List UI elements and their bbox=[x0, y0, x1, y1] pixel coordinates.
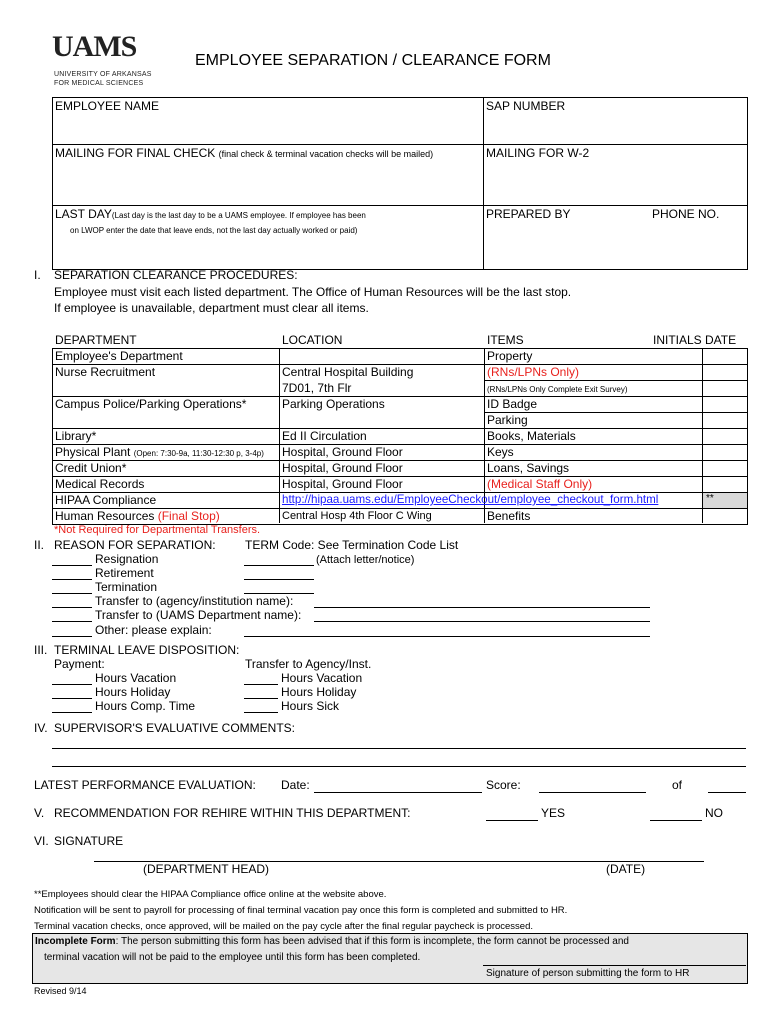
last-day-note: on LWOP enter the date that leave ends, not the last day actually worked or paid) bbox=[70, 226, 358, 235]
table-row-item: Parking bbox=[487, 413, 528, 427]
table-row-item: (RNs/LPNs Only) bbox=[487, 365, 580, 379]
option-retirement: Retirement bbox=[95, 566, 154, 580]
table-row-dept: Campus Police/Parking Operations* bbox=[55, 397, 247, 411]
table-row-loc: Parking Operations bbox=[282, 397, 385, 411]
table-row-item: (Medical Staff Only) bbox=[487, 477, 593, 491]
transfer-agency-label: Transfer to Agency/Inst. bbox=[245, 657, 372, 671]
table-row-loc: Hospital, Ground Floor bbox=[282, 461, 403, 475]
rehire-no-label: NO bbox=[705, 806, 723, 820]
table-row-dept: Nurse Recruitment bbox=[55, 365, 156, 379]
table-row-dept: Human Resources (Final Stop) bbox=[55, 509, 220, 523]
hipaa-checkout-link[interactable]: http://hipaa.uams.edu/EmployeeCheckout/employee_checkout_form.html bbox=[282, 493, 659, 506]
table-row-item: Loans, Savings bbox=[487, 461, 570, 475]
note-hipaa: **Employees should clear the HIPAA Compliance office online at the website above. bbox=[34, 889, 387, 900]
phone-no-label: PHONE NO. bbox=[652, 207, 720, 221]
signature-date-label: (DATE) bbox=[606, 862, 646, 876]
table-row-item: (RNs/LPNs Only Complete Exit Survey) bbox=[487, 385, 628, 394]
table-row-dept: Medical Records bbox=[55, 477, 145, 491]
section1-line1: Employee must visit each listed department. The Office of Human Resources will be the last stop. bbox=[54, 285, 572, 299]
evaluation-of-field[interactable] bbox=[708, 792, 746, 793]
table-row-dept: Library* bbox=[55, 429, 97, 443]
term-code-note: TERM Code: See Termination Code List bbox=[245, 538, 459, 552]
table-row-loc: Central Hospital Building bbox=[282, 365, 414, 379]
option-termination: Termination bbox=[95, 580, 158, 594]
incomplete-form-text: Incomplete Form: The person submitting this form has been advised that if this form is incomplete, the form cannot be processed and bbox=[35, 936, 629, 947]
last-day-label: LAST DAY(Last day is the last day to be a UAMS employee. If employee has been bbox=[55, 207, 366, 221]
transfer-hours-holiday: Hours Holiday bbox=[281, 685, 357, 699]
table-row-item: Property bbox=[487, 349, 533, 363]
table-row-item: Benefits bbox=[487, 509, 531, 523]
page-title: EMPLOYEE SEPARATION / CLEARANCE FORM bbox=[195, 52, 551, 69]
table-row-dept: Credit Union* bbox=[55, 461, 127, 475]
logo-subtitle-line1: UNIVERSITY OF ARKANSAS bbox=[54, 71, 152, 78]
table-row-loc: Ed II Circulation bbox=[282, 429, 367, 443]
section1-title: SEPARATION CLEARANCE PROCEDURES: bbox=[54, 268, 298, 282]
header-box bbox=[52, 97, 748, 270]
transfer-hours-sick: Hours Sick bbox=[281, 699, 340, 713]
payment-label: Payment: bbox=[54, 657, 105, 671]
section4-number: IV. bbox=[34, 721, 48, 735]
submitter-signature-label: Signature of person submitting the form to HR bbox=[486, 968, 690, 979]
table-footnote: *Not Required for Departmental Transfers. bbox=[54, 524, 261, 536]
transfer-hours-vacation: Hours Vacation bbox=[281, 671, 363, 685]
sap-number-label: SAP NUMBER bbox=[486, 99, 566, 113]
section6-title: SIGNATURE bbox=[54, 834, 124, 848]
section3-title: TERMINAL LEAVE DISPOSITION: bbox=[54, 643, 240, 657]
rehire-no-field[interactable] bbox=[650, 820, 702, 821]
uams-logo: UAMS bbox=[52, 30, 137, 63]
comments-line-1[interactable] bbox=[52, 748, 746, 749]
mailing-final-check-label: MAILING FOR FINAL CHECK (final check & terminal vacation checks will be mailed) bbox=[55, 146, 434, 160]
employee-name-label: EMPLOYEE NAME bbox=[55, 99, 160, 113]
option-other: Other: please explain: bbox=[95, 623, 212, 637]
section5-number: V. bbox=[34, 806, 45, 820]
revised-date: Revised 9/14 bbox=[34, 986, 87, 996]
table-row-loc: Hospital, Ground Floor bbox=[282, 445, 403, 459]
term-code-blank[interactable] bbox=[244, 565, 314, 566]
col-location-header: LOCATION bbox=[282, 333, 343, 347]
table-row-loc: Hospital, Ground Floor bbox=[282, 477, 403, 491]
payment-hours-holiday: Hours Holiday bbox=[95, 685, 171, 699]
section1-number: I. bbox=[34, 268, 41, 282]
table-row-loc: 7D01, 7th Flr bbox=[282, 381, 352, 395]
evaluation-score-field[interactable] bbox=[539, 792, 646, 793]
section2-number: II. bbox=[34, 538, 45, 552]
table-row-dept: Employee's Department bbox=[55, 349, 183, 363]
col-department-header: DEPARTMENT bbox=[55, 333, 137, 347]
table-row-initials: ** bbox=[706, 493, 714, 504]
evaluation-label: LATEST PERFORMANCE EVALUATION: bbox=[34, 778, 256, 792]
payment-hours-vacation: Hours Vacation bbox=[95, 671, 177, 685]
transfer-uams-field[interactable] bbox=[314, 621, 650, 622]
option-resignation: Resignation bbox=[95, 552, 159, 566]
table-row-loc: Central Hosp 4th Floor C Wing bbox=[282, 510, 432, 522]
section6-number: VI. bbox=[34, 834, 49, 848]
table-row-item: ID Badge bbox=[487, 397, 538, 411]
table-row-dept: HIPAA Compliance bbox=[55, 493, 157, 507]
section2-title: REASON FOR SEPARATION: bbox=[54, 538, 216, 552]
evaluation-date-label: Date: bbox=[281, 778, 310, 792]
comments-line-2[interactable] bbox=[52, 766, 746, 767]
note-payroll: Notification will be sent to payroll for processing of final terminal vacation pay once this form is completed and submitted to HR. bbox=[34, 905, 568, 916]
option-transfer-uams: Transfer to (UAMS Department name): bbox=[95, 608, 302, 622]
incomplete-form-text-2: terminal vacation will not be paid to the employee until this form has been completed. bbox=[44, 952, 421, 963]
note-vacation-checks: Terminal vacation checks, once approved, will be mailed on the pay cycle after the final regular paycheck is processed. bbox=[34, 921, 534, 932]
table-row-item: Keys bbox=[487, 445, 514, 459]
table-row-item: Books, Materials bbox=[487, 429, 576, 443]
section1-line2: If employee is unavailable, department must clear all items. bbox=[54, 301, 369, 315]
section3-number: III. bbox=[34, 643, 48, 657]
section4-title: SUPERVISOR'S EVALUATIVE COMMENTS: bbox=[54, 721, 296, 735]
col-items-header: ITEMS bbox=[487, 333, 524, 347]
transfer-agency-field[interactable] bbox=[314, 607, 650, 608]
section5-title: RECOMMENDATION FOR REHIRE WITHIN THIS DEPARTMENT: bbox=[54, 806, 411, 820]
evaluation-of-label: of bbox=[672, 778, 683, 792]
prepared-by-label: PREPARED BY bbox=[486, 207, 571, 221]
mailing-w2-label: MAILING FOR W-2 bbox=[486, 146, 590, 160]
rehire-yes-field[interactable] bbox=[486, 820, 538, 821]
evaluation-date-field[interactable] bbox=[314, 792, 482, 793]
option-transfer-agency: Transfer to (agency/institution name): bbox=[95, 594, 294, 608]
other-explain-field[interactable] bbox=[244, 636, 650, 637]
evaluation-score-label: Score: bbox=[486, 778, 521, 792]
col-initials-date-header: INITIALS DATE bbox=[653, 333, 737, 347]
attach-letter-note: (Attach letter/notice) bbox=[316, 554, 415, 566]
rehire-yes-label: YES bbox=[541, 806, 566, 820]
department-head-label: (DEPARTMENT HEAD) bbox=[143, 862, 270, 876]
table-row-dept: Physical Plant (Open: 7:30-9a, 11:30-12:30 p, 3-4p) bbox=[55, 445, 264, 459]
payment-hours-comp: Hours Comp. Time bbox=[95, 699, 196, 713]
logo-subtitle-line2: FOR MEDICAL SCIENCES bbox=[54, 80, 144, 87]
